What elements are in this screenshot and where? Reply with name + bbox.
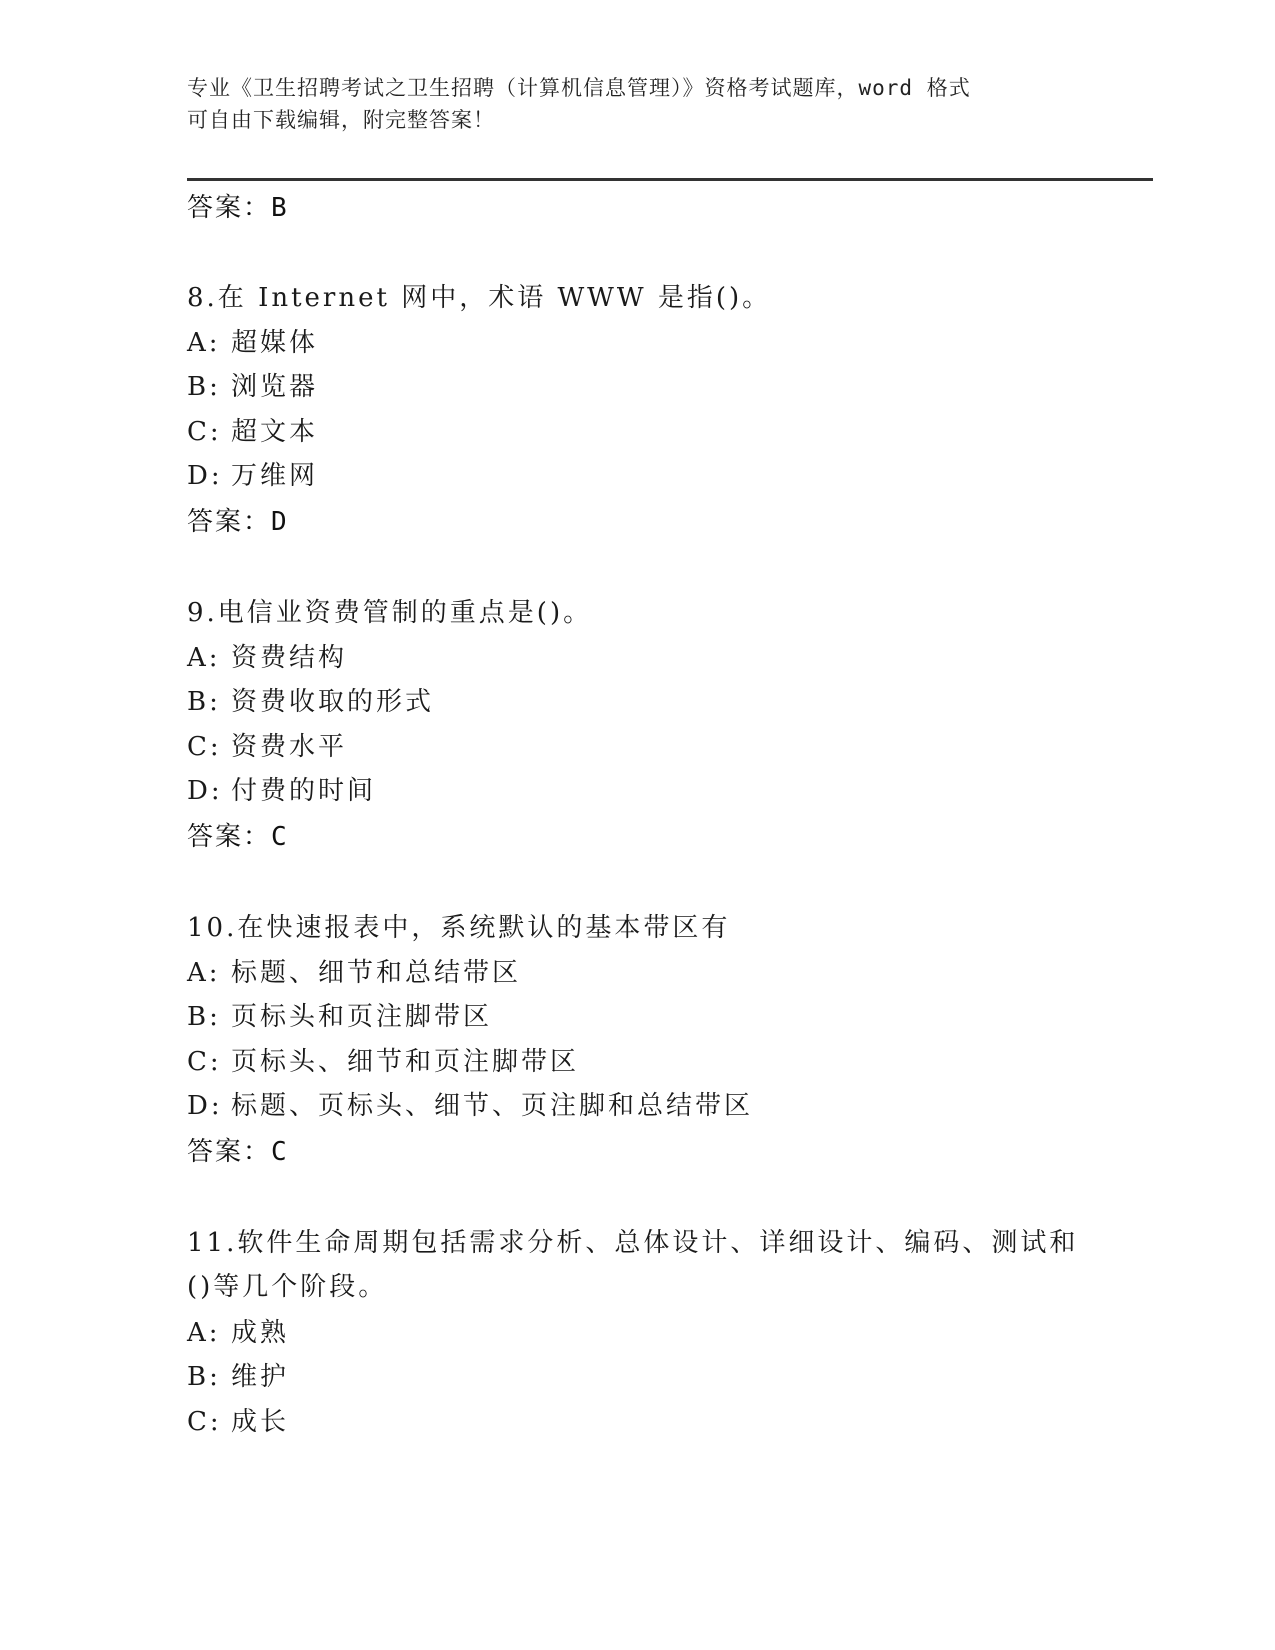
question-stem: 10.在快速报表中，系统默认的基本带区有 [187, 913, 731, 943]
answer-line [187, 190, 289, 226]
option-text: 浏览器 [231, 372, 319, 402]
option-text: 超文本 [231, 417, 319, 447]
option-text: 成长 [231, 1407, 290, 1437]
option-b [187, 369, 318, 405]
option-a [187, 325, 318, 361]
option-key: B: [187, 1362, 221, 1392]
option-text: 资费结构 [231, 643, 348, 673]
option-key: D: [187, 461, 223, 491]
answer-value: B [271, 193, 289, 223]
question-stem: 11.软件生命周期包括需求分析、总体设计、详细设计、编码、测试和 [187, 1228, 1079, 1258]
option-key: C: [187, 732, 222, 762]
answer-line [187, 1134, 289, 1170]
option-b [187, 999, 492, 1035]
option-key: D: [187, 776, 223, 806]
option-key: B: [187, 687, 221, 717]
option-c [187, 414, 318, 450]
option-key: A: [187, 643, 221, 673]
option-text: 资费水平 [231, 732, 348, 762]
option-c [187, 729, 347, 765]
option-text: 标题、页标头、细节、页注脚和总结带区 [231, 1091, 754, 1121]
option-key: C: [187, 417, 222, 447]
answer-label: 答案： [187, 193, 272, 223]
document-header [187, 72, 1087, 136]
option-key: D: [187, 1091, 223, 1121]
option-a [187, 1315, 289, 1351]
option-d [187, 773, 376, 809]
option-c [187, 1404, 289, 1440]
question-stem-continuation: ()等几个阶段。 [187, 1272, 388, 1302]
answer-line [187, 819, 289, 855]
answer-value: D [271, 507, 289, 537]
option-text: 标题、细节和总结带区 [231, 958, 522, 988]
option-a [187, 640, 347, 676]
option-d [187, 458, 318, 494]
question-stem: 9.电信业资费管制的重点是()。 [187, 598, 593, 628]
header-divider [187, 178, 1153, 181]
header-line-1: 专业《卫生招聘考试之卫生招聘（计算机信息管理）》资格考试题库，word 格式 [187, 76, 971, 100]
header-line-2: 可自由下载编辑，附完整答案！ [187, 108, 495, 132]
option-a [187, 955, 521, 991]
option-text: 页标头、细节和页注脚带区 [231, 1047, 580, 1077]
answer-value: C [271, 1137, 289, 1167]
option-key: A: [187, 1318, 221, 1348]
answer-value: C [271, 822, 289, 852]
option-text: 万维网 [231, 461, 319, 491]
option-text: 成熟 [231, 1318, 290, 1348]
option-d [187, 1088, 753, 1124]
option-text: 资费收取的形式 [231, 687, 435, 717]
question-stem: 8.在 Internet 网中，术语 WWW 是指()。 [187, 283, 772, 313]
option-key: C: [187, 1047, 222, 1077]
option-text: 维护 [231, 1362, 290, 1392]
option-text: 超媒体 [231, 328, 319, 358]
answer-line [187, 504, 289, 540]
option-key: A: [187, 328, 221, 358]
option-text: 付费的时间 [231, 776, 377, 806]
option-b [187, 684, 434, 720]
option-b [187, 1359, 289, 1395]
option-key: C: [187, 1407, 222, 1437]
answer-label: 答案： [187, 507, 272, 537]
option-text: 页标头和页注脚带区 [231, 1002, 493, 1032]
answer-label: 答案： [187, 1137, 272, 1167]
answer-label: 答案： [187, 822, 272, 852]
option-key: B: [187, 372, 221, 402]
option-key: A: [187, 958, 221, 988]
option-key: B: [187, 1002, 221, 1032]
option-c [187, 1044, 579, 1080]
